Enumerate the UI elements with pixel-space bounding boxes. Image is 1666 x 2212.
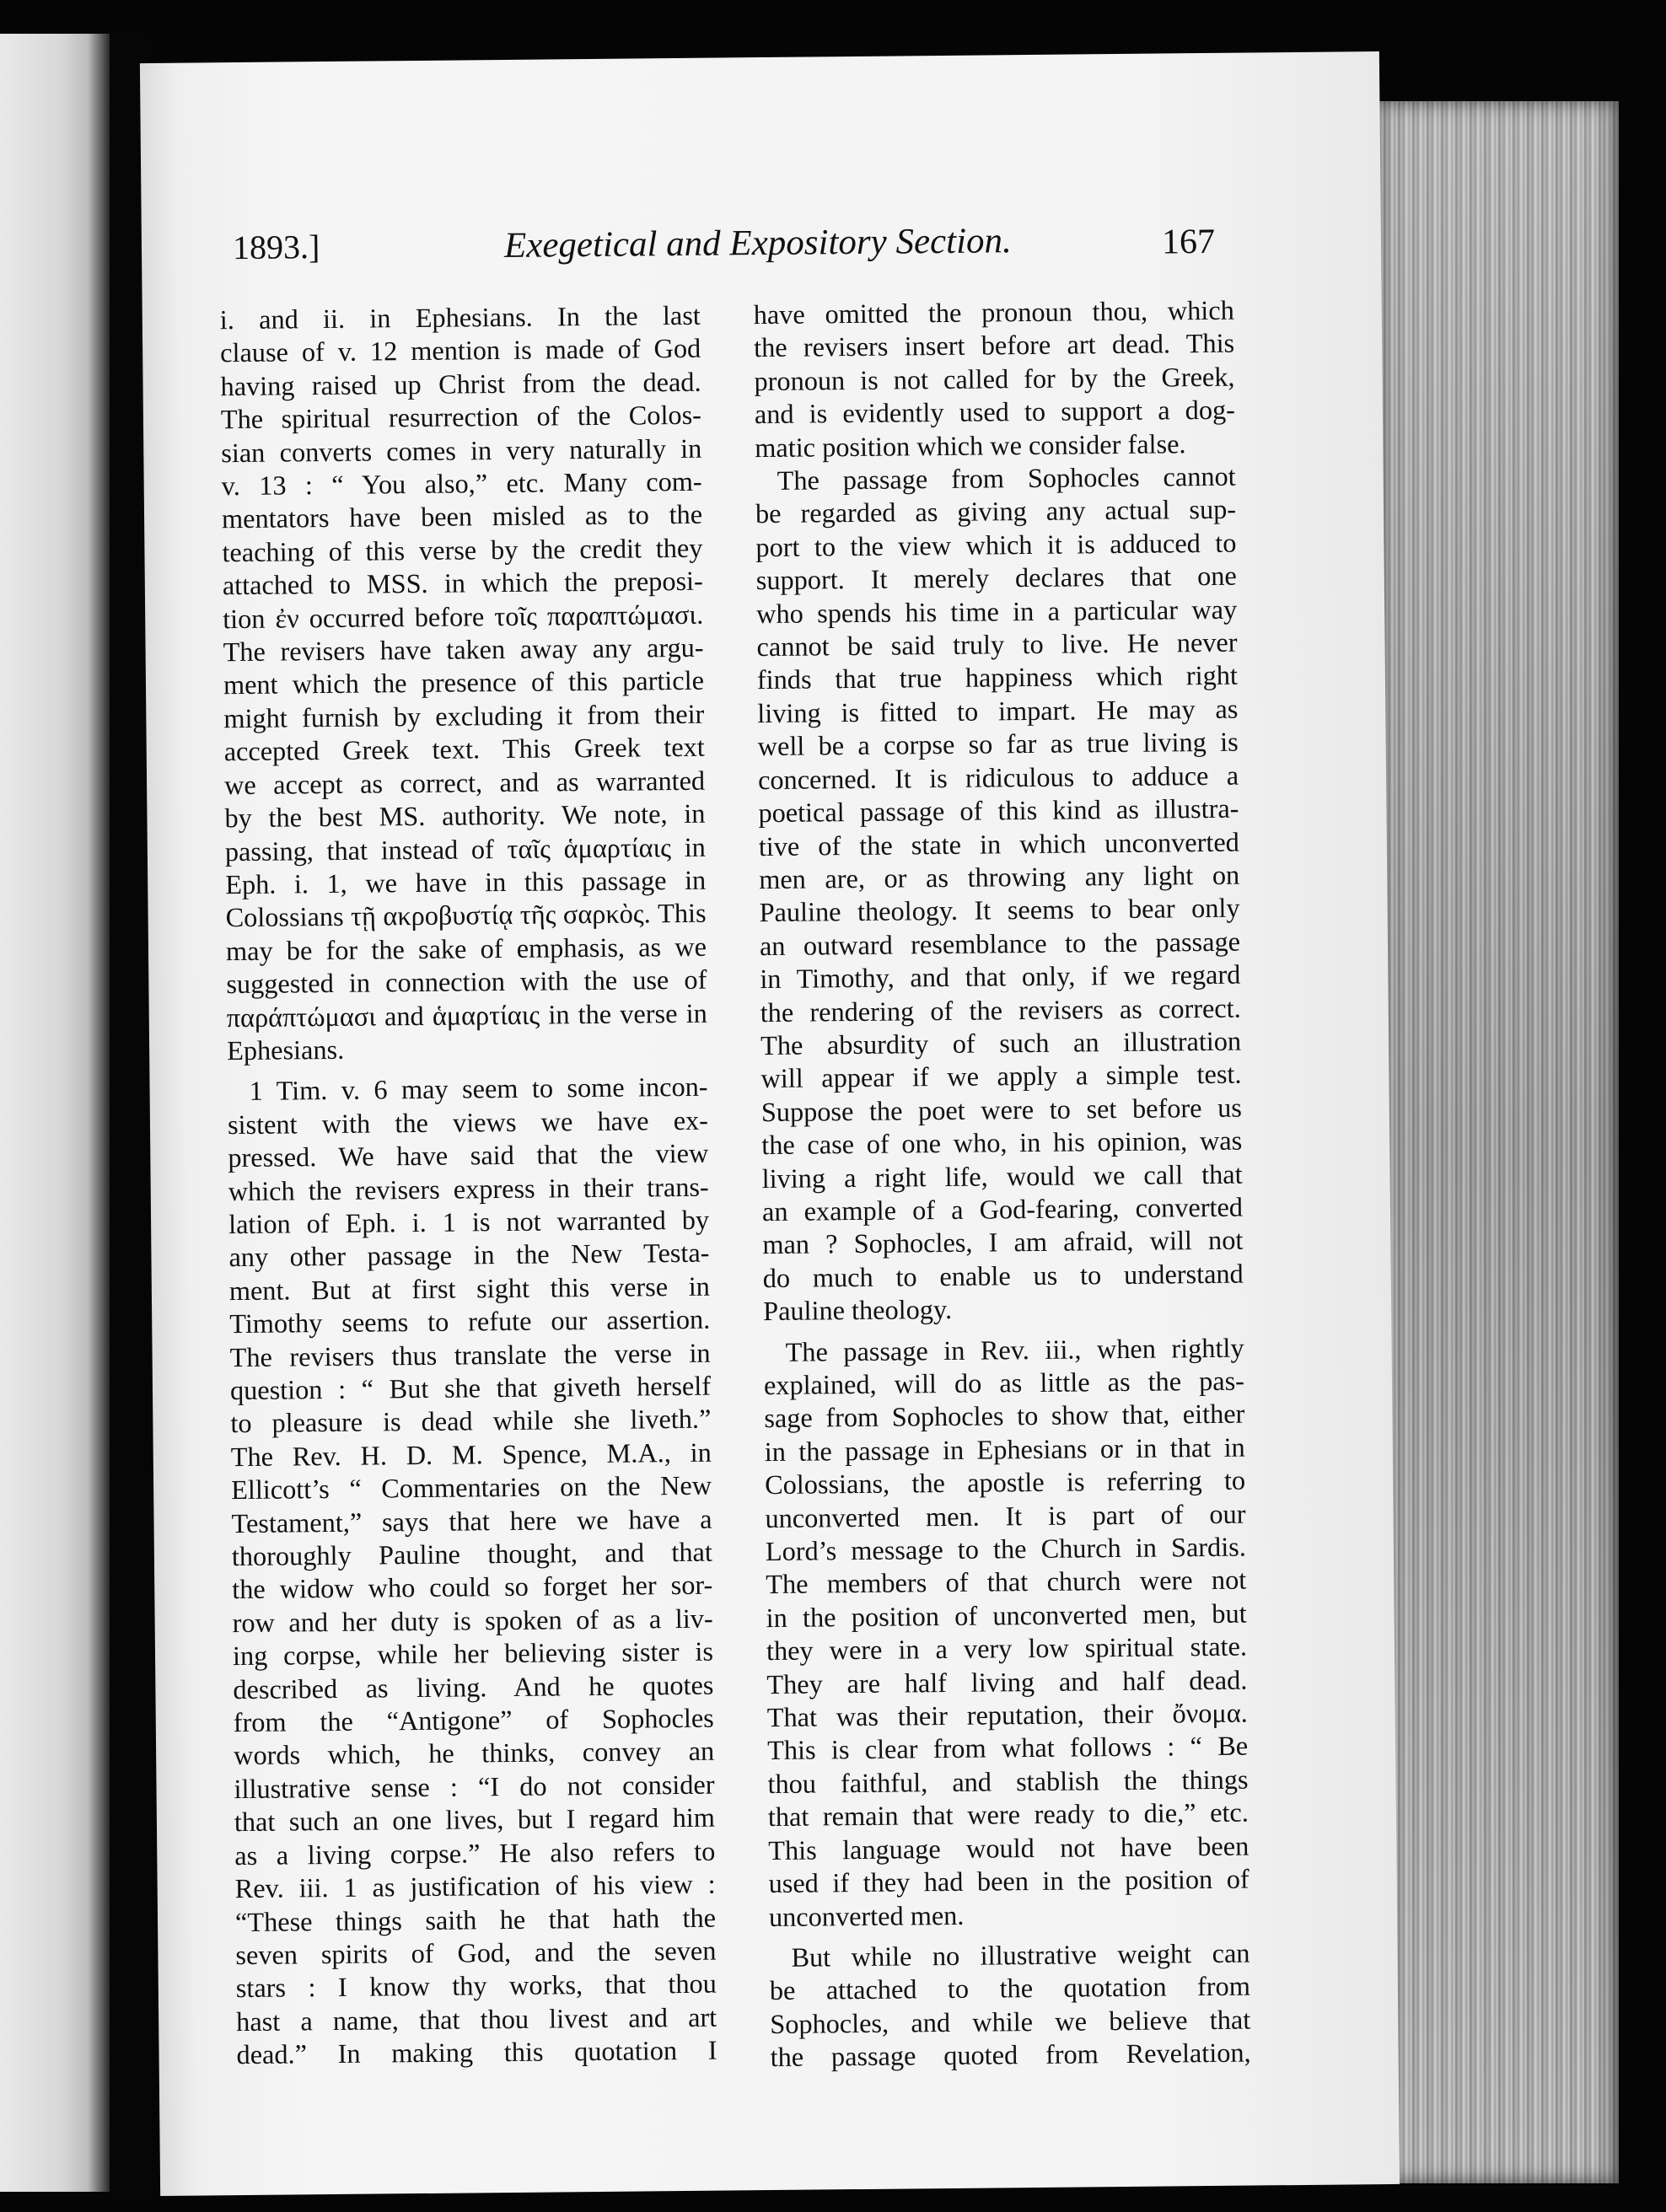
text-line: Timothy seems to refute our assertion. xyxy=(229,1303,711,1340)
text-line: unconverted men. It is part of our xyxy=(765,1498,1246,1533)
text-line: The passage in Rev. iii., when rightly xyxy=(785,1332,1244,1367)
text-line: we accept as correct, and as warranted xyxy=(223,765,706,800)
text-line: Eph. i. 1, we have in this passage in xyxy=(225,864,707,900)
text-line: Colossians τῇ ακροβυστίᾳ τῆς σαρκὸς. This xyxy=(225,898,707,933)
text-line: well be a corpse so far as true living is xyxy=(757,726,1239,762)
text-line: to pleasure is dead while she liveth.” xyxy=(230,1404,712,1439)
text-line: Suppose the poet were to set before us xyxy=(760,1092,1243,1127)
text-line: The passage from Sophocles cannot xyxy=(777,460,1236,496)
text-line: be regarded as giving any actual sup- xyxy=(755,494,1237,529)
text-line: The absurdity of such an illustration xyxy=(760,1025,1242,1061)
text-line: Ellicott’s “ Commentaries on the New xyxy=(230,1469,712,1506)
text-line: that such an one lives, but I regard him xyxy=(234,1801,716,1838)
text-line: clause of v. 12 mention is made of God xyxy=(220,333,701,368)
text-line: The spiritual resurrection of the Colos- xyxy=(220,399,702,435)
text-line: ing corpse, while her believing sister is xyxy=(232,1635,714,1672)
text-line: pronoun is not called for by the Greek, xyxy=(754,361,1235,396)
text-line: The revisers have taken away any argu- xyxy=(223,631,704,668)
text-line: the revisers insert before art dead. This xyxy=(753,328,1235,363)
text-line: as a living corpse.” He also refers to xyxy=(234,1835,716,1871)
text-line: will appear if we apply a simple test. xyxy=(760,1058,1242,1094)
text-line: might furnish by excluding it from their xyxy=(223,698,705,734)
text-line: any other passage in the New Testa- xyxy=(228,1238,710,1273)
text-line: used if they had been in the position of xyxy=(768,1863,1250,1899)
running-header xyxy=(142,217,1382,296)
text-line: teaching of this verse by the credit they xyxy=(222,532,703,568)
text-column-right xyxy=(754,294,1251,2075)
text-line: row and her duty is spoken of as a liv- xyxy=(232,1603,713,1638)
text-line: by the best MS. authority. We note, in xyxy=(224,797,706,834)
page-number: 167 xyxy=(1161,222,1216,262)
text-line: illustrative sense : “I do not consider xyxy=(234,1769,715,1805)
text-line: in Timothy, and that only, if we regard xyxy=(760,958,1241,995)
fore-edge-shading xyxy=(1366,101,1619,2183)
text-line: man ? Sophocles, I am afraid, will not xyxy=(762,1224,1244,1260)
header-section-title: Exegetical and Expository Section. xyxy=(503,221,1012,266)
text-line: accepted Greek text. This Greek text xyxy=(223,732,705,767)
text-line: sage from Sophocles to show that, either xyxy=(764,1399,1245,1434)
text-line: dead.” In making this quotation I xyxy=(236,2034,717,2070)
text-line: Sophocles, and while we believe that xyxy=(770,2004,1251,2039)
text-line: sistent with the views we have ex- xyxy=(227,1104,709,1140)
text-line: living a right life, would we call that xyxy=(761,1158,1243,1194)
book-page xyxy=(140,51,1400,2196)
text-line: lation of Eph. i. 1 is not warranted by xyxy=(228,1204,710,1240)
facing-page-edge xyxy=(0,34,110,2192)
text-line: an outward resemblance to the passage xyxy=(759,926,1241,961)
text-line: in the position of unconverted men, but xyxy=(766,1597,1247,1633)
text-line: the passage quoted from Revelation, xyxy=(770,2037,1251,2073)
text-line: the case of one who, in his opinion, was xyxy=(761,1125,1243,1161)
text-line: question : “ But she that giveth herself xyxy=(229,1370,712,1406)
text-line: unconverted men. xyxy=(768,1899,965,1932)
text-line: The members of that church were not xyxy=(766,1565,1247,1600)
text-line: having raised up Christ from the dead. xyxy=(220,366,701,402)
text-line: matic position which we consider false. xyxy=(755,427,1186,463)
text-line: Lord’s message to the Church in Sardis. xyxy=(765,1531,1247,1567)
text-line: ment which the presence of this particle xyxy=(223,665,705,701)
text-line: v. 13 : “ You also,” etc. Many com- xyxy=(221,465,702,502)
text-line: described as living. And he quotes xyxy=(233,1669,714,1705)
text-line: that remain that were ready to die,” etc. xyxy=(767,1796,1250,1833)
text-line: thoroughly Pauline thought, and that xyxy=(231,1536,713,1572)
text-line: words which, he thinks, convey an xyxy=(233,1736,715,1771)
text-line: stars : I know thy works, that thou xyxy=(235,1968,717,2004)
text-line: Ephesians. xyxy=(226,1034,345,1066)
text-line: tive of the state in which unconverted xyxy=(758,826,1239,862)
text-line: The revisers thus translate the verse in xyxy=(229,1337,711,1372)
text-line: suggested in connection with the use of xyxy=(226,964,707,1000)
text-line: They are half living and half dead. xyxy=(766,1664,1248,1699)
text-line: be attached to the quotation from xyxy=(769,1970,1251,2006)
text-line: from the “Antigone” of Sophocles xyxy=(233,1702,714,1738)
text-line: may be for the sake of emphasis, as we xyxy=(225,931,707,966)
text-line: Pauline theology. It seems to bear only xyxy=(759,892,1240,928)
text-line: in the passage in Ephesians or in that in xyxy=(764,1431,1245,1467)
text-line: Pauline theology. xyxy=(762,1294,953,1327)
text-line: mentators have been misled as to the xyxy=(221,499,703,534)
text-line: men are, or as throwing any light on xyxy=(759,859,1240,895)
text-line: and is evidently used to support a dog- xyxy=(754,394,1236,430)
text-line: poetical passage of this kind as illustra- xyxy=(758,792,1239,829)
text-line: the rendering of the revisers as correct. xyxy=(760,992,1241,1028)
text-line: do much to enable us to understand xyxy=(762,1258,1244,1293)
text-line: passing, that instead of ταῖς ἁμαρτίαις in xyxy=(224,831,707,867)
text-line: seven spirits of God, and the seven xyxy=(235,1935,717,1971)
text-line: 1 Tim. v. 6 may seem to some incon- xyxy=(249,1071,708,1107)
text-line: The Rev. H. D. M. Spence, M.A., in xyxy=(230,1436,712,1472)
text-line: Colossians, the apostle is referring to xyxy=(764,1464,1246,1501)
text-line: But while no illustrative weight can xyxy=(791,1937,1250,1973)
text-line: thou faithful, and stablish the things xyxy=(767,1764,1249,1799)
text-line: ment. But at first sight this verse in xyxy=(228,1270,711,1306)
text-line: Rev. iii. 1 as justification of his view : xyxy=(234,1868,716,1904)
text-line: attached to MSS. in which the preposi- xyxy=(222,565,703,601)
text-line: who spends his time in a particular way xyxy=(756,593,1238,629)
text-line: living is fitted to impart. He may as xyxy=(757,693,1239,728)
header-year: 1893.] xyxy=(232,228,320,267)
text-line: which the revisers express in their trans- xyxy=(228,1171,709,1206)
text-line: explained, will do as little as the pas- xyxy=(763,1365,1245,1401)
text-line: This language would not have been xyxy=(768,1830,1250,1866)
text-line: they were in a very low spiritual state. xyxy=(766,1630,1248,1667)
text-line: have omitted the pronoun thou, which xyxy=(753,294,1234,330)
text-line: an example of a God-fearing, converted xyxy=(761,1191,1244,1227)
text-line: concerned. It is ridiculous to adduce a xyxy=(757,760,1239,795)
text-line: hast a name, that thou livest and art xyxy=(236,2001,717,2037)
text-line: tion ἐν occurred before τοῖς παραπτώμασι. xyxy=(223,599,704,634)
text-line: Testament,” says that here we have a xyxy=(231,1503,712,1538)
text-line: support. It merely declares that one xyxy=(755,560,1237,596)
text-line: παράπτώμασι and ἁμαρτίαις in the verse in xyxy=(226,997,707,1033)
text-line: pressed. We have said that the view xyxy=(228,1137,709,1173)
text-line: i. and ii. in Ephesians. In the last xyxy=(219,299,701,336)
text-line: sian converts comes in very naturally in xyxy=(221,432,702,468)
text-column-left xyxy=(220,299,717,2072)
text-line: finds that true happiness which right xyxy=(756,660,1239,695)
text-line: This is clear from what follows : “ Be xyxy=(766,1731,1249,1766)
text-line: the widow who could so forget her sor- xyxy=(232,1570,713,1605)
text-line: cannot be said truly to live. He never xyxy=(756,626,1238,663)
text-line: “These things saith he that hath the xyxy=(234,1902,717,1937)
text-line: That was their reputation, their ὄνομα. xyxy=(766,1697,1248,1733)
text-line: port to the view which it is adduced to xyxy=(755,527,1237,562)
